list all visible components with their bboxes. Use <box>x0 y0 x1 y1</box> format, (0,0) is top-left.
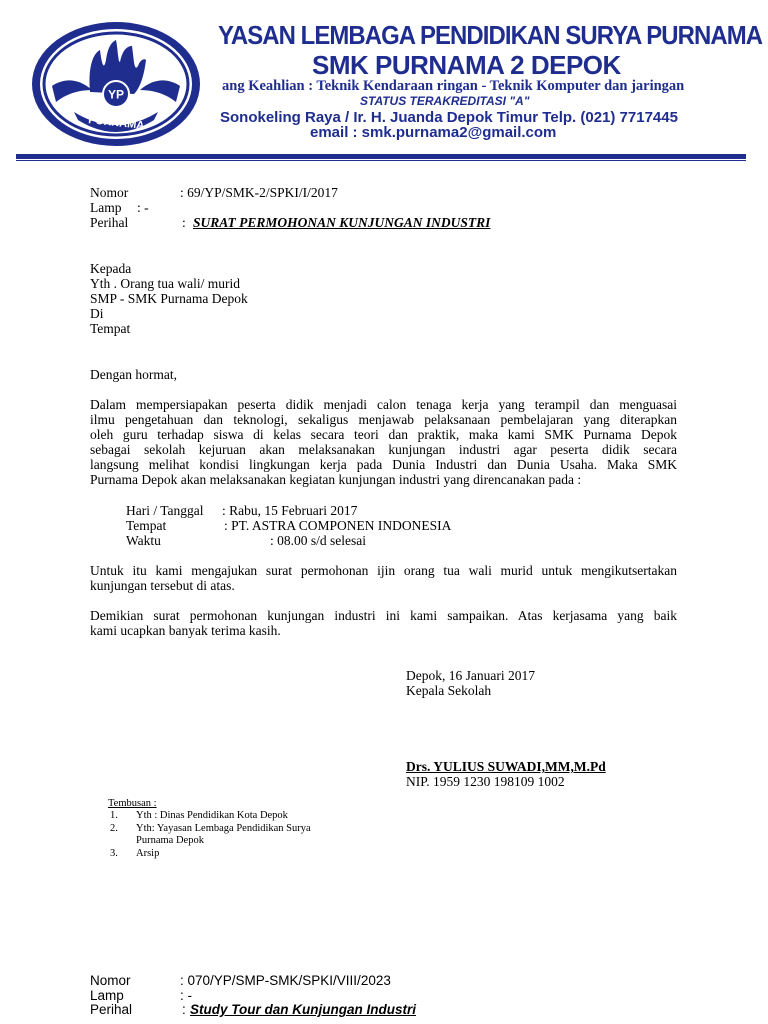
nomor-value: : 69/YP/SMK-2/SPKI/I/2017 <box>180 185 338 200</box>
paragraph-line: Demikian surat permohonan kunjungan industri ini kami sampaikan. Atas kerjasama yang baik <box>90 608 677 623</box>
signer-position: Kepala Sekolah <box>406 683 492 698</box>
next-perihal-value: Study Tour dan Kunjungan Industri <box>190 1002 416 1017</box>
cc-item-3: Arsip <box>136 848 160 859</box>
next-nomor-label: Nomor <box>90 973 131 988</box>
school-name: SMK PURNAMA 2 DEPOK <box>312 50 621 80</box>
cc-title: Tembusan : <box>108 798 157 809</box>
signer-name: Drs. YULIUS SUWADI,MM,M.Pd <box>406 759 606 774</box>
detail-date-label: Hari / Tanggal <box>126 503 204 518</box>
detail-place-label: Tempat <box>126 518 167 533</box>
detail-place-value: : PT. ASTRA COMPONEN INDONESIA <box>224 518 452 533</box>
paragraph-2 <box>90 563 677 593</box>
greeting: Dengan hormat, <box>90 367 177 382</box>
next-perihal-colon: : <box>182 1002 186 1017</box>
paragraph-line: Purnama Depok akan melaksanakan kegiatan kunjungan industri yang direncanakan pada : <box>90 472 582 487</box>
next-lamp-label: Lamp <box>90 988 124 1003</box>
signer-nip: NIP. 1959 1230 198109 1002 <box>406 774 565 789</box>
lamp-value: : - <box>137 200 149 215</box>
paragraph-line: sebagai sekolah kejuruan akan melaksanakan kunjungan industri agar peserta didik secara <box>90 442 677 457</box>
school-programs: ang Keahlian : Teknik Kendaraan ringan - Teknik Komputer dan jaringan <box>222 78 685 94</box>
perihal-label: Perihal <box>90 215 129 230</box>
detail-time-label: Waktu <box>126 533 161 548</box>
next-nomor-value: : 070/YP/SMP-SMK/SPKI/VIII/2023 <box>180 973 391 988</box>
nomor-label: Nomor <box>90 185 129 200</box>
paragraph-3 <box>90 608 677 638</box>
paragraph-line: Untuk itu kami mengajukan surat permohonan ijin orang tua wali murid untuk mengikutsertakan <box>90 563 677 578</box>
cc-num-1: 1. <box>110 810 118 821</box>
next-lamp-value: : - <box>180 988 192 1003</box>
paragraph-line: kunjungan tersebut di atas. <box>90 578 235 593</box>
recipient-line-1: Kepada <box>90 261 132 276</box>
recipient-line-5: Tempat <box>90 321 131 336</box>
recipient-line-4: Di <box>90 306 104 321</box>
header-rule-thin <box>16 160 746 161</box>
school-email: email : smk.purnama2@gmail.com <box>310 124 557 141</box>
paragraph-line: Dalam mempersiapakan peserta didik menjadi calon tenaga kerja yang terampil dan menguasai <box>90 397 677 412</box>
recipient-line-3: SMP - SMK Purnama Depok <box>90 291 248 306</box>
lamp-label: Lamp <box>90 200 122 215</box>
logo-badge: YP <box>107 87 125 102</box>
cc-num-3: 3. <box>110 848 118 859</box>
school-address: Sonokeling Raya / Ir. H. Juanda Depok Timur Telp. (021) 7717445 <box>220 109 678 126</box>
foundation-name: YASAN LEMBAGA PENDIDIKAN SURYA PURNAMA <box>218 20 763 50</box>
cc-num-2: 2. <box>110 823 118 834</box>
paragraph-line: langsung melihat kondisi lingkungan kerja pada Dunia Industri dan Dunia Usaha. Maka SMK <box>90 457 677 472</box>
next-perihal-label: Perihal <box>90 1002 133 1017</box>
detail-time-value: : 08.00 s/d selesai <box>270 533 366 548</box>
paragraph-line: oleh guru terhadap siswa di kelas secara teori dan praktik, maka kami SMK Purnama Depok <box>90 427 677 442</box>
paragraph-line: ilmu pengetahuan dan teknologi, sekaligus menjawab pelaksanaan pembelajaran yang diterapkan <box>90 412 677 427</box>
detail-date-value: : Rabu, 15 Februari 2017 <box>222 503 358 518</box>
cc-item-1: Yth : Dinas Pendidikan Kota Depok <box>136 810 288 821</box>
place-date: Depok, 16 Januari 2017 <box>406 668 535 683</box>
paragraph-1 <box>90 397 677 487</box>
perihal-value: SURAT PERMOHONAN KUNJUNGAN INDUSTRI <box>193 215 491 230</box>
header-rule-thick <box>16 154 746 159</box>
cc-item-2-cont: Purnama Depok <box>136 835 204 846</box>
paragraph-line: kami ucapkan banyak terima kasih. <box>90 623 281 638</box>
cc-item-2: Yth: Yayasan Lembaga Pendidikan Surya <box>136 823 311 834</box>
logo-text: PURNAMA <box>87 114 145 132</box>
school-logo <box>30 20 202 148</box>
perihal-colon: : <box>182 215 186 230</box>
accreditation-status: STATUS TERAKREDITASI "A" <box>360 94 530 108</box>
recipient-line-2: Yth . Orang tua wali/ murid <box>90 276 240 291</box>
